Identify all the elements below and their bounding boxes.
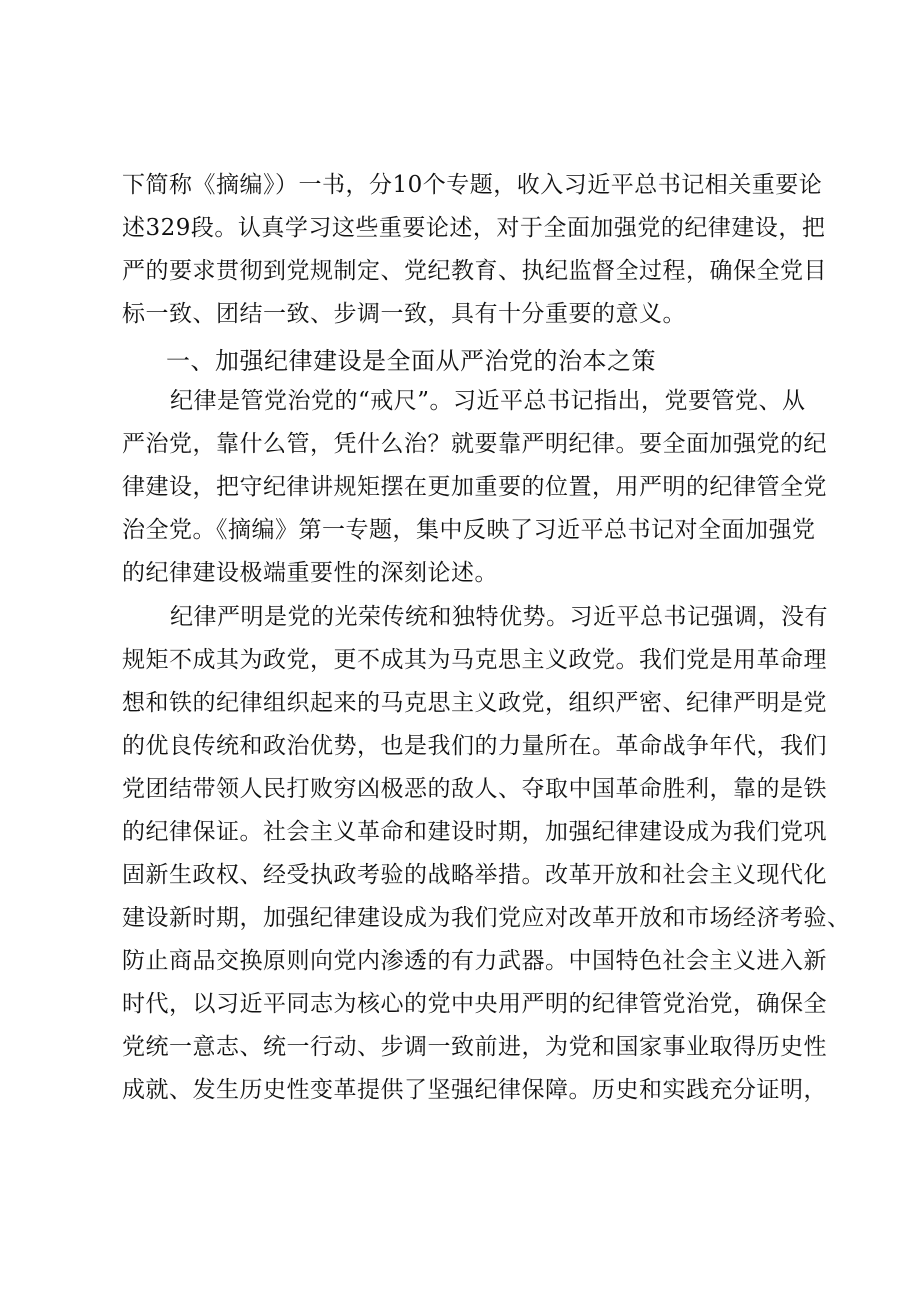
paragraph-line: 治全党。《摘编》第一专题，集中反映了习近平总书记对全面加强党 [122, 517, 816, 543]
paragraph-line: 纪律严明是党的光荣传统和独特优势。习近平总书记强调，没有 [170, 604, 828, 630]
paragraph-line: 党团结带领人民打败穷凶极恶的敌人、夺取中国革命胜利，靠的是铁 [122, 776, 827, 802]
section-heading: 一、加强纪律建设是全面从严治党的治本之策 [166, 347, 656, 375]
paragraph-line: 建设新时期，加强纪律建设成为我们党应对改革开放和市场经济考验、 [122, 905, 851, 931]
intro-line: 下简称《摘编》）一书，分10个专题，收入习近平总书记相关重要论 [122, 172, 823, 198]
paragraph-line: 党统一意志、统一行动、步调一致前进，为党和国家事业取得历史性 [122, 1034, 827, 1060]
paragraph-line: 规矩不成其为政党，更不成其为马克思主义政党。我们党是用革命理 [122, 647, 827, 673]
paragraph-line: 的纪律建设极端重要性的深刻论述。 [122, 560, 498, 586]
intro-line: 严的要求贯彻到党规制定、党纪教育、执纪监督全过程，确保全党目 [122, 258, 827, 284]
paragraph-line: 防止商品交换原则向党内渗透的有力武器。中国特色社会主义进入新 [122, 948, 827, 974]
paragraph-line: 想和铁的纪律组织起来的马克思主义政党，组织严密、纪律严明是党 [122, 690, 827, 716]
paragraph-line: 律建设，把守纪律讲规矩摆在更加重要的位置，用严明的纪律管全党 [122, 474, 827, 500]
paragraph-line: 时代，以习近平同志为核心的党中央用严明的纪律管党治党，确保全 [122, 991, 827, 1017]
paragraph-line: 的优良传统和政治优势，也是我们的力量所在。革命战争年代，我们 [122, 733, 827, 759]
paragraph-line: 固新生政权、经受执政考验的战略举措。改革开放和社会主义现代化 [122, 862, 827, 888]
intro-line: 标一致、团结一致、步调一致，具有十分重要的意义。 [122, 301, 686, 327]
intro-line: 述329段。认真学习这些重要论述，对于全面加强党的纪律建设，把 [122, 215, 826, 241]
paragraph-line: 的纪律保证。社会主义革命和建设时期，加强纪律建设成为我们党巩 [122, 819, 827, 845]
paragraph-line: 纪律是管党治党的“戒尺”。习近平总书记指出，党要管党、从 [170, 388, 806, 414]
paragraph-line: 成就、发生历史性变革提供了坚强纪律保障。历史和实践充分证明， [122, 1077, 827, 1103]
paragraph-line: 严治党，靠什么管，凭什么治？就要靠严明纪律。要全面加强党的纪 [122, 431, 827, 457]
